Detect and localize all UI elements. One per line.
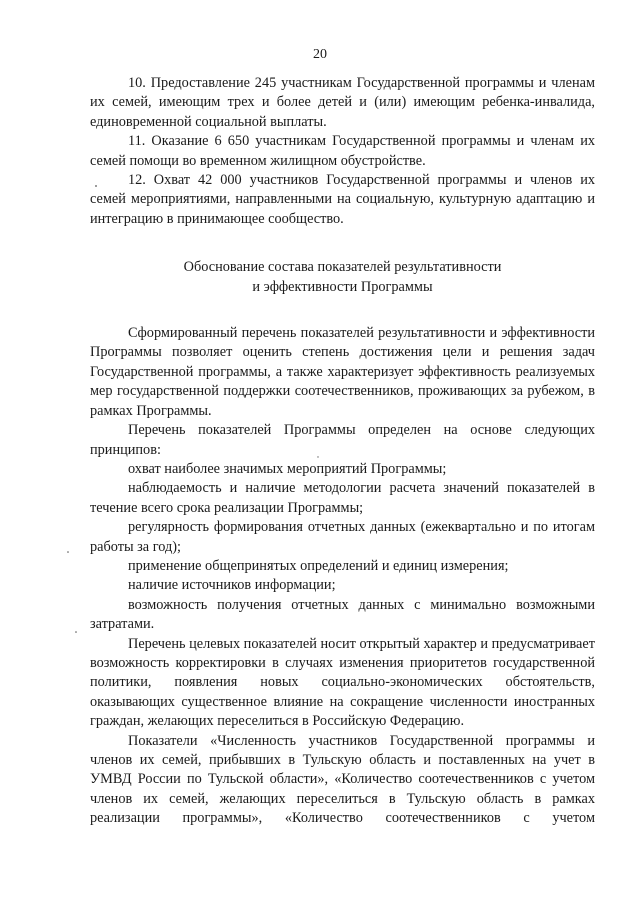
principle-item: применение общепринятых определений и единиц измерения; bbox=[128, 557, 509, 574]
principle-item: регулярность формирования отчетных данных (ежеквартально и по итогам работы за год); bbox=[90, 519, 595, 555]
paragraph-item-10: 10. Предоставление 245 участникам Государственной программы и членам их семей, имеющим трех и более детей и (или) имеющим ребенка-инвалида, единовременной социальной выплаты. bbox=[90, 75, 595, 130]
paragraph-item-12: 12. Охват 42 000 участников Государственной программы и членов их семей мероприятиями, направленными на социальную, культурную адаптацию и интеграцию в принимающее сообщество. bbox=[90, 172, 595, 227]
section-heading-line-2: и эффективности Программы bbox=[252, 278, 433, 295]
paragraph-principles-intro: Перечень показателей Программы определен на основе следующих принципов: bbox=[90, 422, 595, 458]
paragraph-list-intro: Сформированный перечень показателей результативности и эффективности Программы позволяет оценить степень достижения цели и решения задач Государственной программы, а также характеризует эффективность реализуемых мер государственной поддержки соотечественников, проживающих за рубежом, в рамках Программы. bbox=[90, 325, 595, 419]
principle-item: охват наиболее значимых мероприятий Программы; bbox=[128, 460, 447, 477]
principle-item: наблюдаемость и наличие методологии расчета значений показателей в течение всего срока реализации Программы; bbox=[90, 480, 595, 516]
section-heading-line-1: Обоснование состава показателей результативности bbox=[183, 259, 502, 276]
principle-item: возможность получения отчетных данных с минимально возможными затратами. bbox=[90, 596, 595, 633]
scan-speck bbox=[67, 551, 69, 553]
heading-spacer bbox=[90, 297, 595, 324]
page-number: 20 bbox=[313, 47, 327, 62]
scan-speck bbox=[75, 631, 77, 633]
document-body bbox=[90, 74, 595, 829]
principle-item: наличие источников информации; bbox=[128, 577, 336, 594]
paragraph-item-11: 11. Оказание 6 650 участникам Государственной программы и членам их семей помощи во временном жилищном обустройстве. bbox=[90, 133, 595, 169]
section-heading bbox=[90, 258, 595, 297]
paragraph-indicators: Показатели «Численность участников Государственной программы и членов их семей, прибывших в Тульскую область и поставленных на учет в УМВД России по Тульской области», «Количество соотечественников с учетом членов их семей, желающих переселиться в Тульскую область в рамках реализации программы», «Количество соотечественников с учетом bbox=[90, 732, 595, 827]
paragraph-open-list: Перечень целевых показателей носит открытый характер и предусматривает возможность корректировки в случаях изменения приоритетов государственной политики, появления новых социально-экономических обстоятельств, оказывающих существенное влияние на сокращение численности иностранных граждан, желающих переселиться в Российскую Федерацию. bbox=[90, 635, 595, 730]
